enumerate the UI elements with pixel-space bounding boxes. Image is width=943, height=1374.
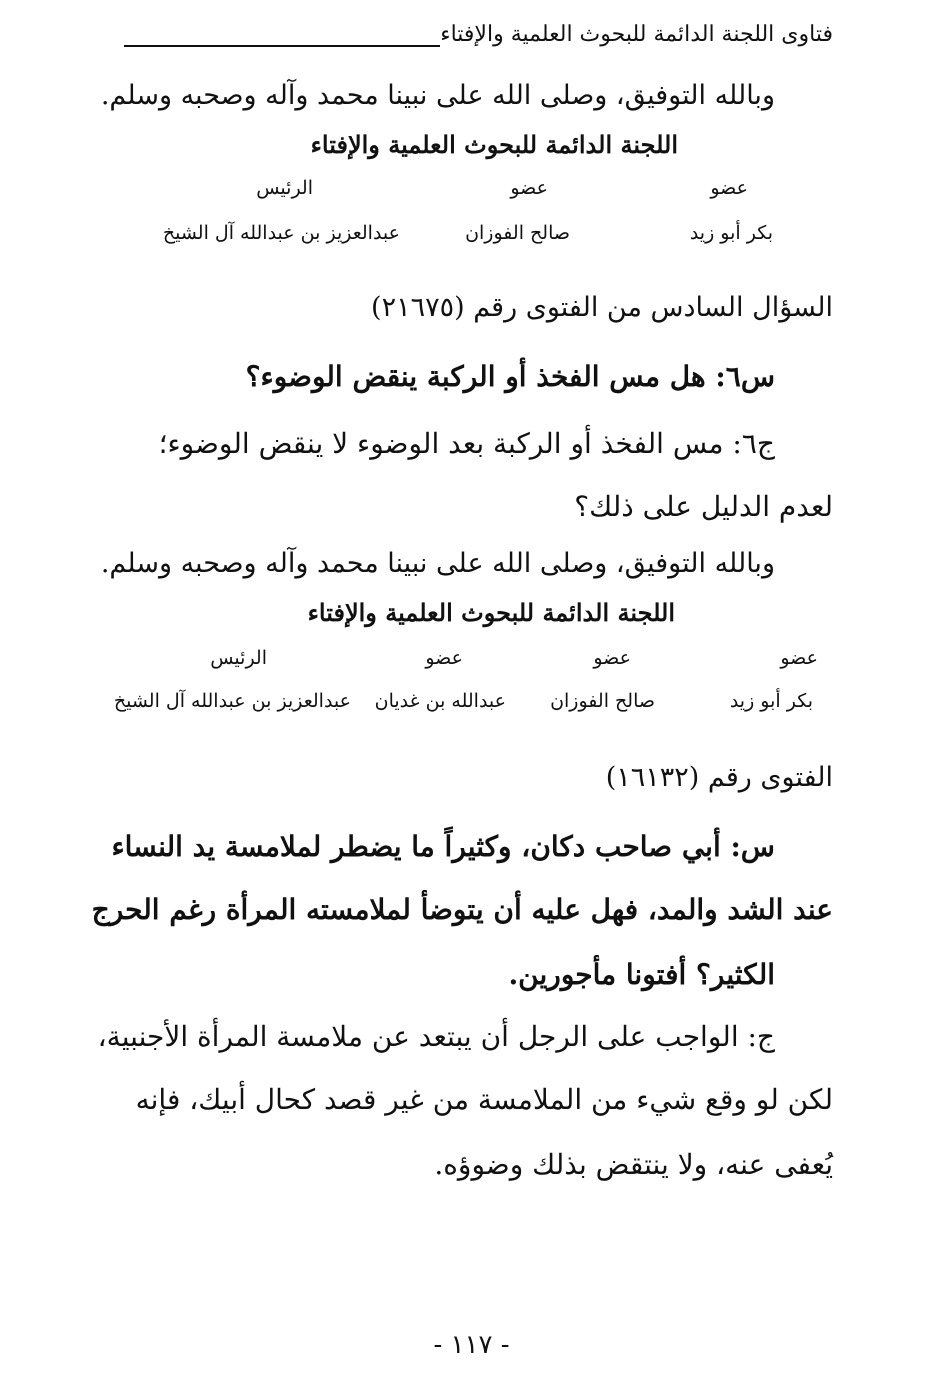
answer-text: ج: الواجب على الرجل أن يبتعد عن ملامسة المرأة الأجنبية، — [97, 1020, 775, 1053]
running-header: فتاوى اللجنة الدائمة للبحوث العلمية والإفتاء — [440, 22, 833, 47]
signatory-name: صالح الفوزان — [465, 222, 570, 244]
committee-name: اللجنة الدائمة للبحوث العلمية والإفتاء — [310, 130, 678, 159]
signatory-name: عبدالعزيز بن عبدالله آل الشيخ — [162, 222, 400, 244]
question-text: عند الشد والمد، فهل عليه أن يتوضأ لملامسته المرأة رغم الحرج — [91, 893, 833, 926]
closing-formula: وبالله التوفيق، وصلى الله على نبينا محمد وآله وصحبه وسلم. — [100, 548, 775, 579]
fatwa-title: السؤال السادس من الفتوى رقم (٢١٦٧٥) — [371, 292, 833, 323]
closing-formula: وبالله التوفيق، وصلى الله على نبينا محمد وآله وصحبه وسلم. — [100, 80, 775, 111]
signatory-role: عضو — [510, 177, 548, 199]
signatory-role: عضو — [593, 647, 631, 669]
question-text: الكثير؟ أفتونا مأجورين. — [508, 958, 775, 991]
question-text: س٦: هل مس الفخذ أو الركبة ينقض الوضوء؟ — [245, 360, 775, 393]
signatory-name: صالح الفوزان — [550, 690, 655, 712]
signatory-name: بكر أبو زيد — [729, 690, 813, 712]
signatory-role: عضو — [780, 647, 818, 669]
page-number: - ١١٧ - — [433, 1330, 510, 1360]
header-rule — [124, 45, 440, 47]
signatory-name: عبدالله بن غديان — [374, 690, 506, 712]
answer-text: يُعفى عنه، ولا ينتقض بذلك وضوؤه. — [434, 1148, 833, 1181]
answer-text: لكن لو وقع شيء من الملامسة من غير قصد كحال أبيك، فإنه — [135, 1083, 833, 1116]
committee-name: اللجنة الدائمة للبحوث العلمية والإفتاء — [307, 598, 675, 627]
signatory-role: عضو — [710, 177, 748, 199]
signatory-role: الرئيس — [256, 177, 313, 199]
answer-text: ج٦: مس الفخذ أو الركبة بعد الوضوء لا ينقض الوضوء؛ — [158, 427, 775, 460]
signatory-name: بكر أبو زيد — [689, 222, 773, 244]
signatory-role: الرئيس — [210, 647, 267, 669]
signatory-name: عبدالعزيز بن عبدالله آل الشيخ — [113, 690, 351, 712]
question-text: س: أبي صاحب دكان، وكثيراً ما يضطر لملامسة يد النساء — [111, 830, 775, 863]
signatory-role: عضو — [425, 647, 463, 669]
fatwa-title: الفتوى رقم (١٦١٣٢) — [605, 762, 833, 793]
answer-text: لعدم الدليل على ذلك؟ — [574, 490, 833, 523]
